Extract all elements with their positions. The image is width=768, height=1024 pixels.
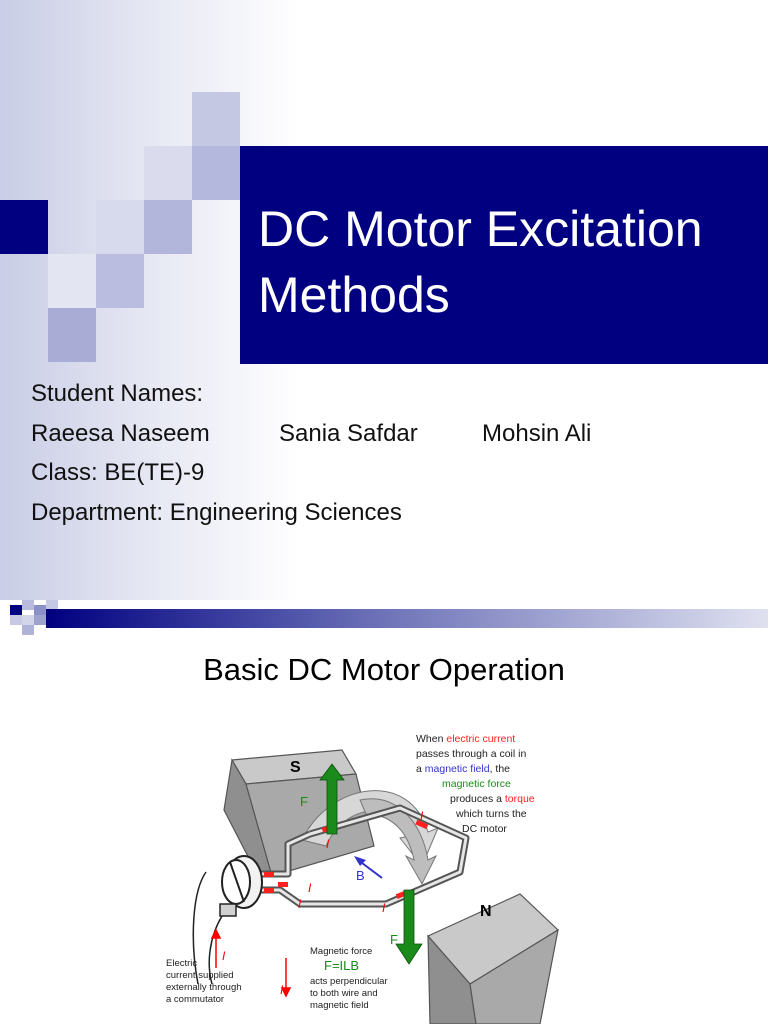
department-label: Department: Engineering Sciences (31, 498, 402, 526)
deco-block (192, 146, 240, 200)
force-label-f: F (300, 794, 308, 809)
current-label-i: I (420, 809, 424, 823)
deco-block (144, 200, 192, 254)
deco-block (48, 254, 96, 308)
deco-block (48, 308, 96, 362)
svg-text:externally through: externally through (166, 982, 242, 993)
force-label-f: F (390, 932, 398, 947)
current-label-i: I (280, 983, 284, 997)
svg-text:magnetic field: magnetic field (310, 1000, 369, 1011)
current-label-i: I (326, 837, 330, 851)
commutator (193, 856, 262, 984)
student-name: Mohsin Ali (482, 419, 592, 447)
deco-block (144, 146, 192, 200)
svg-text:which turns the: which turns the (456, 808, 527, 820)
slide-title: DC Motor Excitation Methods (258, 201, 703, 323)
svg-text:passes through a coil in: passes through a coil in (416, 748, 527, 760)
svg-text:current supplied: current supplied (166, 970, 234, 981)
student-names-label: Student Names: (31, 380, 204, 407)
svg-text:When electric current: When electric current (416, 733, 516, 745)
slide-2 (0, 600, 768, 1024)
class-label: Class: BE(TE)-9 (31, 459, 205, 486)
navy-accent-block (0, 200, 48, 254)
field-arrow (354, 856, 382, 883)
student-names-row (31, 414, 731, 454)
caption-bottom (310, 946, 388, 1011)
current-label-i: I (308, 881, 312, 895)
svg-text:acts perpendicular: acts perpendicular (310, 976, 388, 987)
deco-block (192, 92, 240, 146)
student-name: Sania Safdar (279, 419, 418, 447)
svg-text:DC motor: DC motor (462, 823, 507, 835)
student-name: Raeesa Naseem (31, 419, 210, 447)
svg-text:F=ILB: F=ILB (324, 958, 360, 973)
dc-motor-diagram (160, 722, 580, 1024)
svg-text:to both wire and: to both wire and (310, 988, 378, 999)
svg-text:produces a torque: produces a torque (450, 793, 535, 805)
svg-text:Electric: Electric (166, 958, 198, 969)
n-pole-magnet (428, 894, 558, 1024)
header-decoration (0, 600, 768, 640)
svg-text:a commutator: a commutator (166, 994, 225, 1005)
caption-left (166, 958, 242, 1005)
svg-text:magnetic force: magnetic force (442, 778, 511, 790)
deco-block (96, 200, 144, 254)
pole-s-label: S (290, 759, 301, 776)
deco-block (96, 254, 144, 308)
current-label-i: I (382, 901, 386, 915)
field-label-b: B (356, 868, 365, 883)
svg-text:a magnetic field, the: a magnetic field, the (416, 763, 510, 775)
pole-n-label: N (480, 903, 492, 920)
current-label-i: I (222, 949, 226, 963)
student-info (31, 374, 731, 532)
current-label-i: I (298, 897, 302, 911)
slide-2-title: Basic DC Motor Operation (203, 652, 565, 687)
svg-text:Magnetic force: Magnetic force (310, 946, 373, 957)
